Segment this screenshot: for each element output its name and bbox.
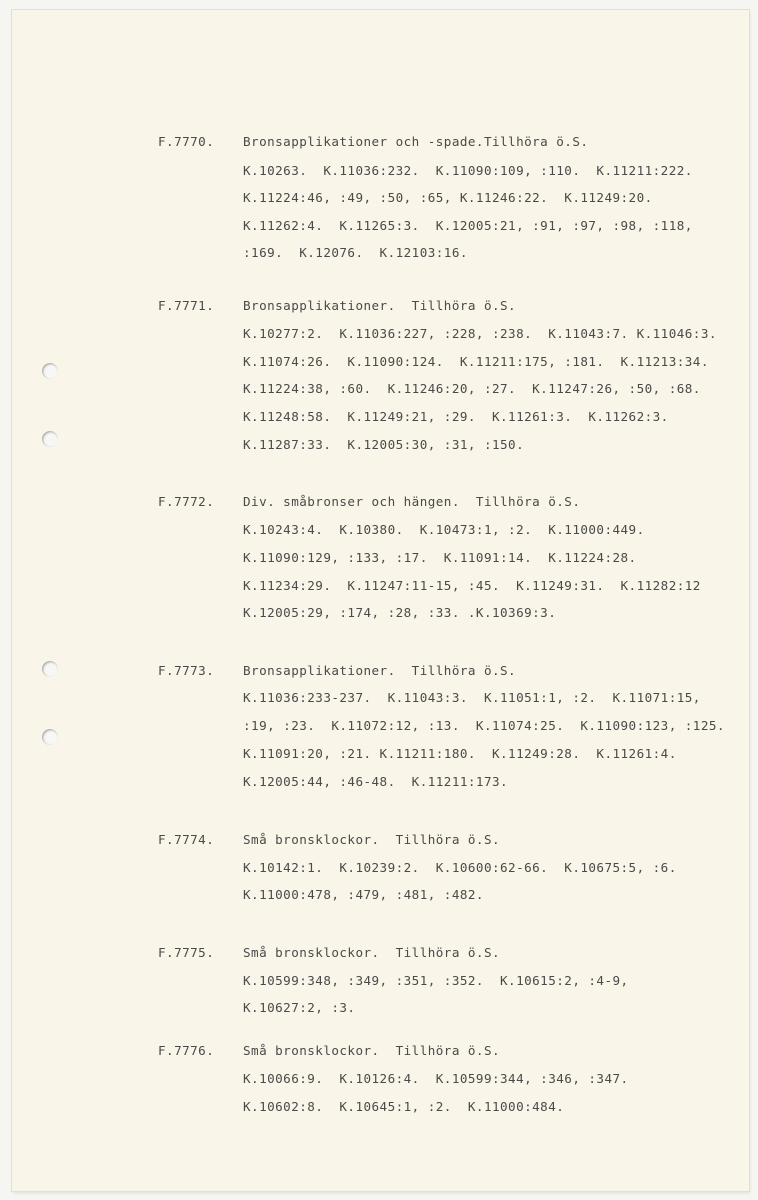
entry-line: K.11287:33. K.12005:30, :31, :150. xyxy=(243,437,525,452)
entry-line: K.11234:29. K.11247:11-15, :45. K.11249:31. K.11282:12 xyxy=(243,578,701,593)
entry-heading: Små bronsklockor. Tillhöra ö.S. xyxy=(243,945,501,960)
entry-heading: Div. småbronser och hängen. Tillhöra ö.S. xyxy=(243,494,581,509)
entry-line: K.10263. K.11036:232. K.11090:109, :110. K.11211:222. xyxy=(243,163,693,178)
entry-line: :169. K.12076. K.12103:16. xyxy=(243,245,468,260)
entry-line: K.12005:29, :174, :28, :33. .K.10369:3. xyxy=(243,605,557,620)
entry-id: F.7774. xyxy=(158,832,215,847)
punch-hole xyxy=(42,363,58,379)
punch-hole xyxy=(42,729,58,745)
entry-line: K.11090:129, :133, :17. K.11091:14. K.11224:28. xyxy=(243,550,637,565)
entry-id: F.7770. xyxy=(158,134,215,149)
entry-line: K.11000:478, :479, :481, :482. xyxy=(243,887,484,902)
entry-line: K.10599:348, :349, :351, :352. K.10615:2, :4-9, xyxy=(243,973,629,988)
entry-line: K.10627:2, :3. xyxy=(243,1000,356,1015)
entry-line: K.10277:2. K.11036:227, :228, :238. K.11043:7. K.11046:3. xyxy=(243,326,717,341)
entry-line: K.11036:233-237. K.11043:3. K.11051:1, :2. K.11071:15, xyxy=(243,690,701,705)
entry-id: F.7771. xyxy=(158,298,215,313)
entry-heading: Små bronsklockor. Tillhöra ö.S. xyxy=(243,832,501,847)
entry-heading: Bronsapplikationer. Tillhöra ö.S. xyxy=(243,663,517,678)
entry-line: K.11091:20, :21. K.11211:180. K.11249:28. K.11261:4. xyxy=(243,746,677,761)
entry-line: :19, :23. K.11072:12, :13. K.11074:25. K.11090:123, :125. xyxy=(243,718,725,733)
entry-id: F.7776. xyxy=(158,1043,215,1058)
entry-line: K.10243:4. K.10380. K.10473:1, :2. K.11000:449. xyxy=(243,522,645,537)
punch-hole xyxy=(42,431,58,447)
entry-line: K.11224:46, :49, :50, :65, K.11246:22. K.11249:20. xyxy=(243,190,653,205)
entry-heading: Bronsapplikationer. Tillhöra ö.S. xyxy=(243,298,517,313)
entry-line: K.11248:58. K.11249:21, :29. K.11261:3. K.11262:3. xyxy=(243,409,669,424)
entry-heading: Små bronsklockor. Tillhöra ö.S. xyxy=(243,1043,501,1058)
entry-id: F.7772. xyxy=(158,494,215,509)
entry-line: K.10142:1. K.10239:2. K.10600:62-66. K.10675:5, :6. xyxy=(243,860,677,875)
entry-id: F.7775. xyxy=(158,945,215,960)
entry-line: K.10066:9. K.10126:4. K.10599:344, :346, :347. xyxy=(243,1071,629,1086)
entry-line: K.11224:38, :60. K.11246:20, :27. K.11247:26, :50, :68. xyxy=(243,381,701,396)
punch-hole xyxy=(42,661,58,677)
entry-line: K.11262:4. K.11265:3. K.12005:21, :91, :97, :98, :118, xyxy=(243,218,693,233)
entry-line: K.10602:8. K.10645:1, :2. K.11000:484. xyxy=(243,1099,565,1114)
entry-line: K.11074:26. K.11090:124. K.11211:175, :181. K.11213:34. xyxy=(243,354,709,369)
document-page xyxy=(12,10,749,1191)
entry-heading: Bronsapplikationer och -spade.Tillhöra ö.S. xyxy=(243,134,589,149)
entry-id: F.7773. xyxy=(158,663,215,678)
entry-line: K.12005:44, :46-48. K.11211:173. xyxy=(243,774,509,789)
